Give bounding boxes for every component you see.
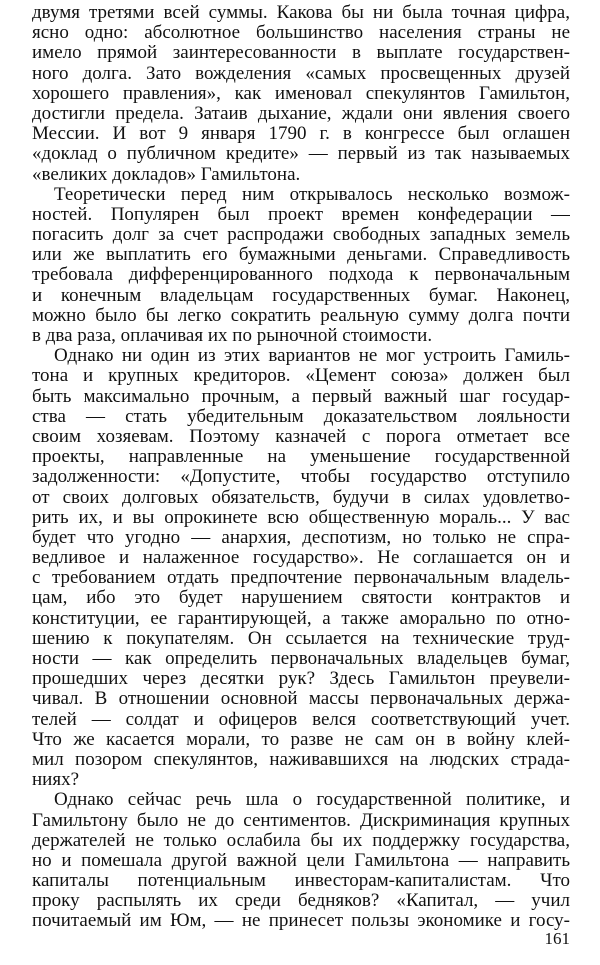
- text-line: Мессии. И вот 9 января 1790 г. в конгрессе был оглашен: [32, 124, 570, 145]
- text-line: ного долга. Зато вожделения «самых просвещенных друзей: [32, 63, 570, 84]
- text-line: мил позором спекулянтов, наживавшихся на людских страда-: [32, 749, 570, 770]
- text-line: тона и крупных кредиторов. «Цемент союза» должен был: [32, 366, 570, 387]
- text-line: задолженности: «Допустите, чтобы государство отступило: [32, 467, 570, 488]
- text-line: держателей не только ослабила бы их поддержку государства,: [32, 830, 570, 851]
- text-line: Теоретически перед ним открывалось несколько возмож-: [54, 184, 570, 205]
- text-line: цам, ибо это будет нарушением святости контрактов и: [32, 588, 570, 609]
- text-line: или же выплатить его бумажными деньгами. Справедливость: [32, 245, 570, 266]
- text-line: двумя третями всей суммы. Какова бы ни была точная цифра,: [32, 3, 570, 23]
- text-line: будет что угодно — анархия, деспотизм, но только не спра-: [32, 527, 570, 548]
- text-line: достигли предела. Затаив дыхание, ждали они явления своего: [32, 103, 570, 124]
- text-line: ниях?: [32, 770, 80, 791]
- text-line: проекты, направленные на уменьшение государственной: [32, 447, 570, 468]
- paragraph: [32, 3, 570, 185]
- text-line: «доклад о публичном кредите» — первый из так называемых: [32, 144, 570, 165]
- text-line: прошедших через десятки рук? Здесь Гамильтон преувели-: [32, 669, 570, 690]
- paragraph: [32, 346, 570, 790]
- text-line: но и помешала другой важной цели Гамильтона — направить: [32, 850, 570, 871]
- text-line: рить их, и вы опрокинете всю общественную мораль... У вас: [32, 507, 570, 528]
- text-line: ностей. Популярен был проект времен конфедерации —: [32, 204, 570, 225]
- page-number: 161: [544, 929, 570, 948]
- body-text: [32, 3, 570, 932]
- text-line: Однако сейчас речь шла о государственной политике, и: [54, 790, 570, 811]
- text-line: ства — стать убедительным доказательством лояльности: [32, 406, 570, 427]
- text-line: и конечным владельцам государственных бумаг. Наконец,: [32, 285, 570, 306]
- text-line: погасить долг за счет распродажи свободных западных земель: [32, 225, 570, 246]
- text-line: от своих долговых обязательств, будучи в силах удовлетво-: [32, 487, 570, 508]
- text-line: можно было бы легко сократить реальную сумму долга почти: [32, 305, 570, 326]
- text-line: Однако ни один из этих вариантов не мог устроить Гамиль-: [54, 346, 570, 367]
- text-line: ведливое и налаженное государство». Не соглашается он и: [32, 548, 570, 569]
- text-line: с требованием отдать предпочтение первоначальным владель-: [32, 568, 570, 589]
- text-line: хорошего правления», как именовал спекулянтов Гамильтон,: [32, 83, 570, 104]
- text-line: конституции, ее гарантирующей, а также аморально по отно-: [32, 608, 570, 629]
- text-line: ясно одно: абсолютное большинство населения страны не: [32, 23, 570, 44]
- text-line: проку распылять их среди бедняков? «Капитал, — учил: [32, 891, 570, 912]
- text-line: Что же касается морали, то разве не сам он в войну клей-: [32, 729, 570, 750]
- text-line: телей — солдат и офицеров велся соответствующий учет.: [32, 709, 570, 730]
- text-line: ности — как определить первоначальных владельцев бумаг,: [32, 649, 570, 669]
- text-line: шению к покупателям. Он ссылается на технические труд-: [32, 628, 570, 649]
- text-line: Гамильтону было не до сентиментов. Дискриминация крупных: [32, 810, 570, 831]
- paragraph: [32, 790, 570, 931]
- text-line: «великих докладов» Гамильтона.: [32, 164, 301, 185]
- text-line: в два раза, оплачивая их по рыночной стоимости.: [32, 326, 433, 346]
- text-line: своим хозяевам. Поэтому казначей с порога отметает все: [32, 426, 570, 447]
- text-line: почитаемый им Юм, — не принесет пользы экономике и госу-: [32, 911, 570, 932]
- text-line: чивал. В отношении основной массы первоначальных держа-: [32, 689, 570, 710]
- paragraph: [32, 185, 570, 347]
- text-line: капиталы потенциальным инвесторам-капиталистам. Что: [32, 871, 570, 892]
- text-line: быть максимально прочным, а первый важный шаг государ-: [32, 386, 570, 407]
- text-line: имело прямой заинтересованности в выплате государствен-: [32, 43, 570, 64]
- text-line: требовала дифференцированного подхода к первоначальным: [32, 265, 570, 286]
